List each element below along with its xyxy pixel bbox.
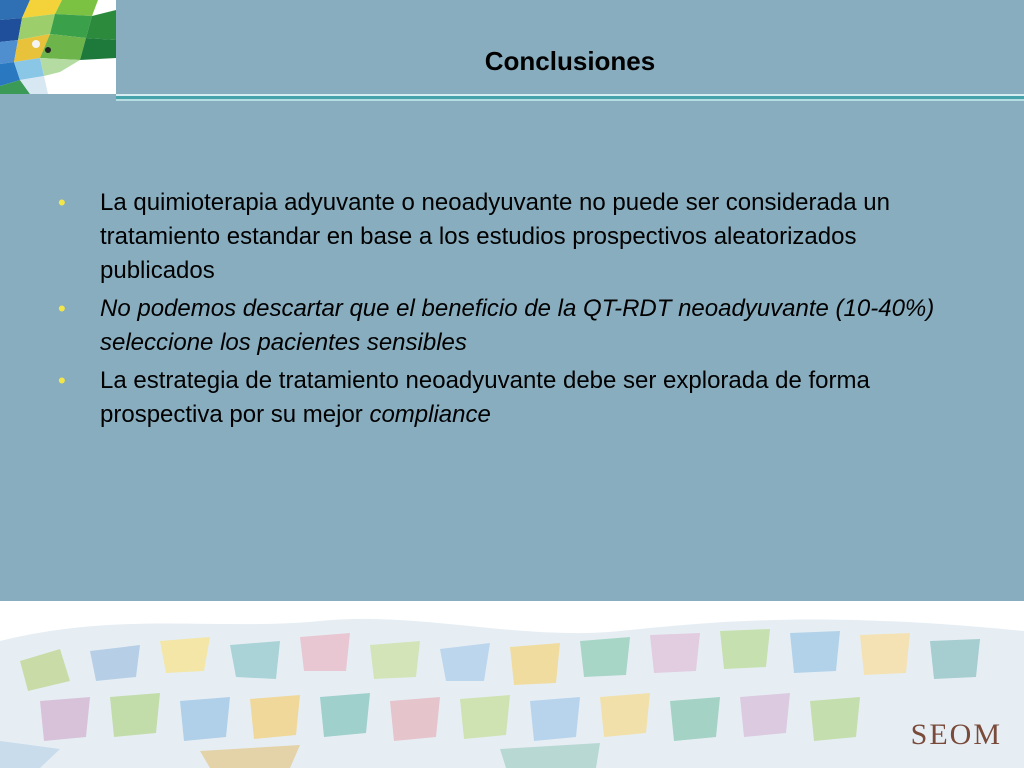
seom-logo: SEOM bbox=[910, 718, 1002, 751]
bullet-dot-icon: • bbox=[58, 296, 66, 321]
bullet-item bbox=[56, 186, 956, 288]
bullet-text bbox=[100, 367, 870, 428]
bullet-text: La quimioterapia adyuvante o neoadyuvante no puede ser considerada un tratamiento estandar en base a los estudios prospectivos aleatorizados publicados bbox=[100, 189, 890, 284]
corner-mosaic-image bbox=[0, 0, 116, 94]
bullet-item bbox=[56, 292, 956, 360]
bullet-text: No podemos descartar que el beneficio de la QT-RDT neoadyuvante (10-40%) seleccione los pacientes sensibles bbox=[100, 295, 935, 356]
slide-title: Conclusiones bbox=[484, 46, 656, 76]
bullet-text-plain: La estrategia de tratamiento neoadyuvante debe ser explorada de forma prospectiva por su mejor bbox=[100, 367, 870, 428]
bullet-item bbox=[56, 364, 956, 432]
header-divider bbox=[116, 94, 1024, 102]
bullet-dot-icon: • bbox=[58, 368, 66, 393]
bullet-dot-icon: • bbox=[58, 190, 66, 215]
bullet-text-emphasis: compliance bbox=[369, 401, 491, 428]
bullet-list bbox=[56, 186, 956, 436]
bottom-mosaic-image bbox=[0, 601, 1024, 768]
